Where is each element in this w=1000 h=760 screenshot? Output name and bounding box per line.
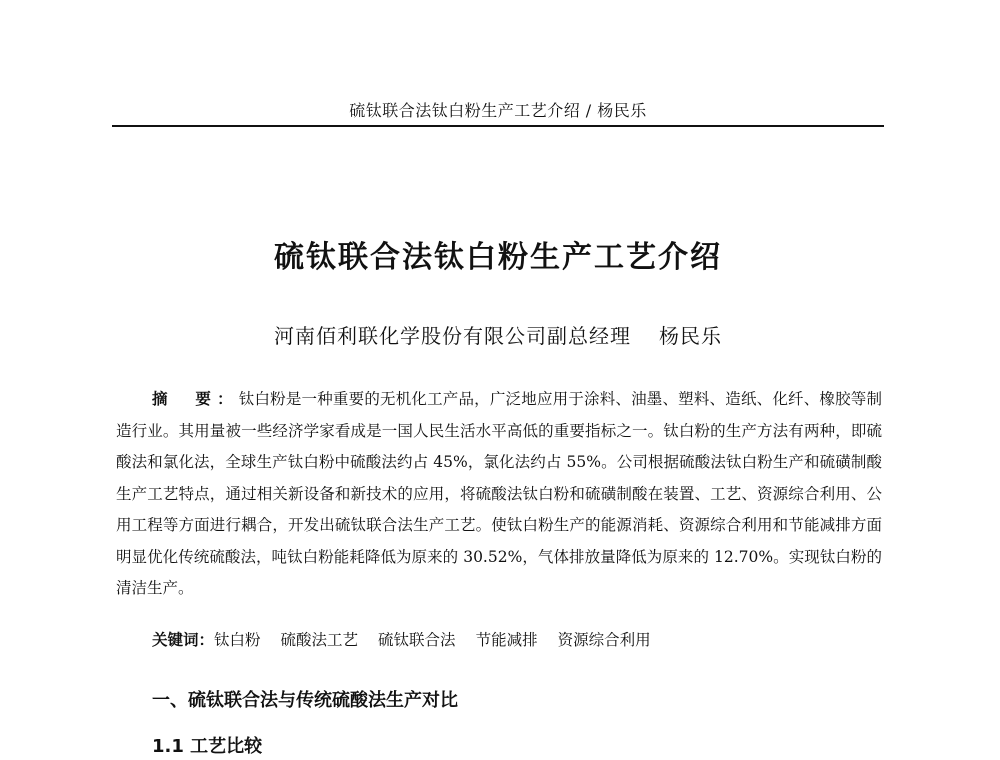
keyword-item: 硫钛联合法	[378, 631, 456, 649]
header-rule	[112, 125, 884, 127]
section-heading: 一、硫钛联合法与传统硫酸法生产对比	[152, 690, 458, 711]
author-affiliation: 河南佰利联化学股份有限公司副总经理	[274, 324, 631, 348]
keyword-item: 硫酸法工艺	[280, 631, 359, 649]
abstract-text: 钛白粉是一种重要的无机化工产品，广泛地应用于涂料、油墨、塑料、造纸、化纤、橡胶等制造行业。其用量被一些经济学家看成是一国人民生活水平高低的重要指标之一。钛白粉的生产方法有两种，即硫酸法和氯化法，全球生产钛白粉中硫酸法约占 45%，氯化法约占 55%。公司根据硫酸法钛白粉生产和硫磺制酸生产工艺特点，通过相关新设备和新技术的应用，将硫酸法钛白粉和硫磺制酸在装置、工艺、资源综合利用、公用工程等方面进行耦合，开发出硫钛联合法生产工艺。使钛白粉生产的能源消耗、资源综合利用和节能减排方面明显优化传统硫酸法，吨钛白粉能耗降低为原来的 30.52%，气体排放量降低为原来的 12.70%。实现钛白粉的清洁生产。	[116, 390, 882, 597]
keyword-item: 节能减排	[475, 631, 538, 649]
running-header: 硫钛联合法钛白粉生产工艺介绍 / 杨民乐	[349, 101, 647, 120]
paper-title: 硫钛联合法钛白粉生产工艺介绍	[274, 240, 722, 275]
author-line	[112, 320, 884, 349]
keywords-label: 关键词：	[152, 631, 215, 649]
keyword-item: 钛白粉	[214, 631, 261, 649]
abstract-label: 摘 要：	[152, 390, 239, 408]
author-name: 杨民乐	[659, 324, 722, 348]
subsection-heading: 1.1 工艺比较	[152, 736, 263, 757]
keyword-item: 资源综合利用	[557, 631, 651, 649]
abstract-paragraph	[116, 384, 882, 605]
keywords-line	[152, 625, 882, 655]
